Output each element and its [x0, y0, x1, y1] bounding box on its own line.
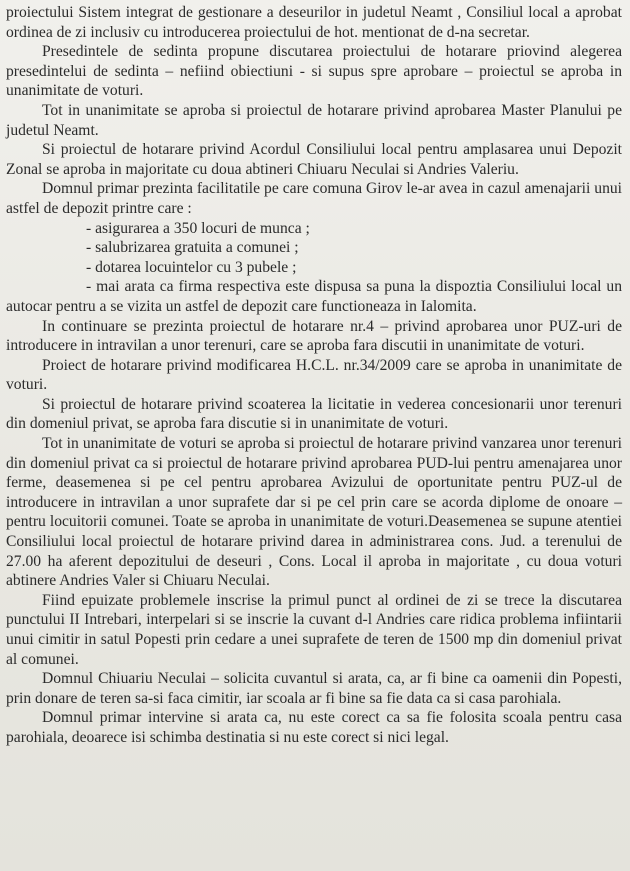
document-text [6, 3, 622, 748]
paragraph-master-plan: Tot in unanimitate se aproba si proiectul de hotarare privind aprobarea Master Planului pe judetul Neamt. [6, 101, 622, 139]
paragraph-intrebari: Fiind epuizate problemele inscrise la primul punct al ordinei de zi se trece la discutarea punctului II Intrebari, interpelari si se inscrie la cuvant d-l Andries care ridica problema infiintarii unui cimitir in satul Popesti prin cedare a unei suprafete de teren de 1500 mp din domeniul privat al comunei. [6, 591, 622, 668]
paragraph-vanzare: Tot in unanimitate de voturi se aproba si proiectul de hotarare privind vanzarea unor terenuri din domeniul privat ca si proiectul de hotarare privind aprobarea PUD-lui pentru amenajarea unor ferme, deasemenea si pe cel pentru aprobarea Avizului de oportunitate pentru PUZ-ul de introducere in intravilan a unor suprafete dar si pe cel prin care se acorda diplome de onoare – pentru locuitorii comunei. Toate se aproba in unanimitate de voturi.Deasemenea se supune atentiei Consiliului local proiectul de hotarare privind darea in administrarea cons. Jud. a terenului de 27.00 ha aferent depozitului de deseuri , Cons. Local il aproba in majoritate , cu doua voturi abtinere Andries Valer si Chiuaru Neculai. [6, 435, 622, 590]
list-item: - salubrizarea gratuita a comunei ; [86, 239, 299, 257]
list-item: - asigurarea a 350 locuri de munca ; [86, 219, 310, 237]
facilities-list [6, 219, 622, 278]
paragraph-depozit-zonal: Si proiectul de hotarare privind Acordul Consiliului local pentru amplasarea unui Depozit Zonal se aproba in majoritate cu doua abtineri Chiuaru Neculai si Andries Valeriu. [6, 141, 622, 178]
paragraph-licitatie: Si proiectul de hotarare privind scoaterea la licitatie in vederea concesionarii unor terenuri din domeniul privat, se aproba fara discutie si in unanimitate de voturi. [6, 395, 622, 433]
paragraph-autocar: - mai arata ca firma respectiva este dispusa sa puna la dispoztia Consiliului local un autocar pentru a se vizita un astfel de depozit care functioneaza in Ialomita. [6, 278, 622, 315]
paragraph-primar: Domnul primar intervine si arata ca, nu este corect ca sa fie folosita scoala pentru casa parohiala, deoarece isi schimba destinatia si nu este corect si nici legal. [6, 709, 622, 746]
paragraph-facilitati: Domnul primar prezinta facilitatile pe care comuna Girov le-ar avea in cazul amenajarii unui astfel de depozit printre care : [6, 180, 622, 217]
paragraph-intro: proiectului Sistem integrat de gestionare a deseurilor in judetul Neamt , Consiliul local a aprobat ordinea de zi inclusiv cu introducerea proiectului de hot. mentionat de d-na secretar. [6, 4, 622, 41]
paragraph-puz: In continuare se prezinta proiectul de hotarare nr.4 – privind aprobarea unor PUZ-uri de introducere in intravilan a unor terenuri, care se aproba fara discutii in unanimitate de voturi. [6, 317, 622, 355]
paragraph-chiuariu: Domnul Chiuariu Neculai – solicita cuvantul si arata, ca, ar fi bine ca oamenii din Popesti, prin donare de teren sa-si faca cimitir, iar scoala ar fi bine sa fie data ca si casa parohiala. [6, 670, 622, 707]
paragraph-presedinte: Presedintele de sedinta propune discutarea proiectului de hotarare priovind alegerea presedintelui de sedinta – nefiind obiectiuni - si supus spre aprobare – proiectul se aproba in unanimitate de voturi. [6, 43, 622, 100]
paragraph-hcl: Proiect de hotarare privind modificarea H.C.L. nr.34/2009 care se aproba in unanimitate de voturi. [6, 356, 622, 394]
list-item: - dotarea locuintelor cu 3 pubele ; [86, 258, 297, 276]
